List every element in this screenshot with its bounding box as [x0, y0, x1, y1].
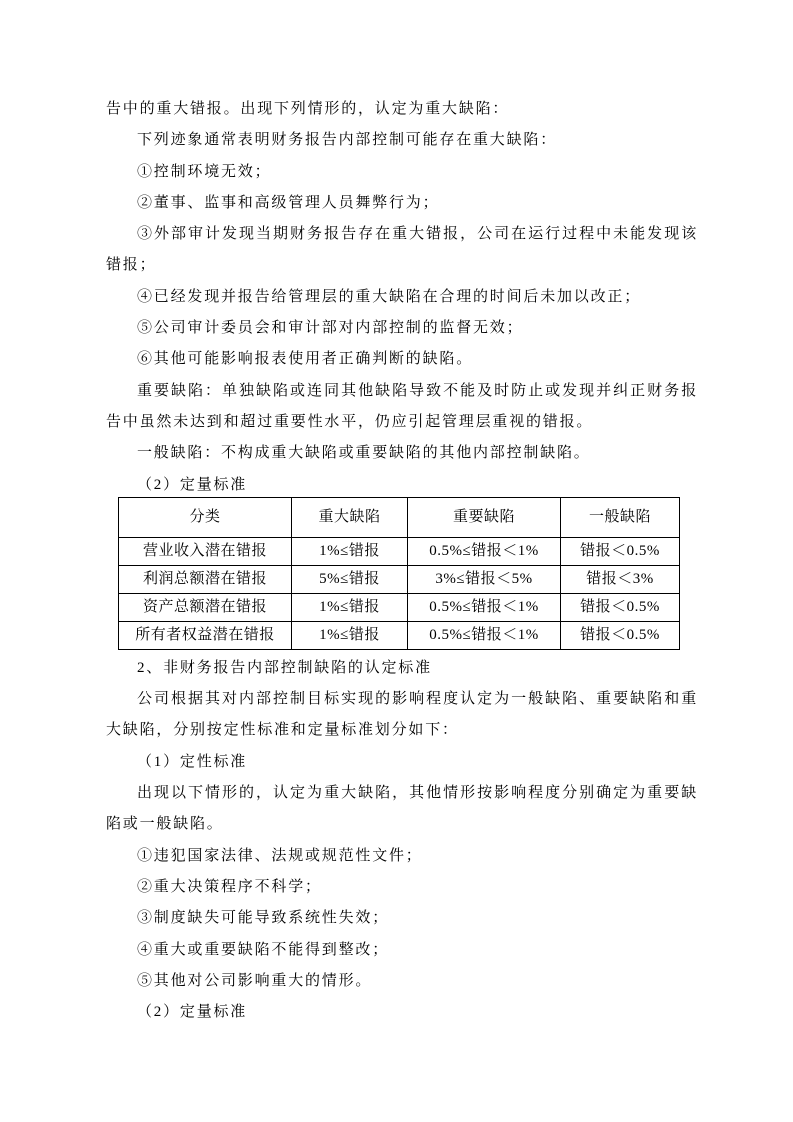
table-cell: 0.5%≤错报＜1%	[408, 593, 561, 621]
table-row	[119, 621, 680, 649]
quantitative-standard-table	[118, 497, 680, 650]
list-item-3: ③外部审计发现当期财务报告存在重大错报，公司在运行过程中未能发现该错报；	[106, 226, 698, 274]
table-cell: 资产总额潜在错报	[119, 593, 292, 621]
paragraph: 告中的重大错报。出现下列情形的，认定为重大缺陷：	[106, 101, 510, 117]
table-cell: 错报＜0.5%	[561, 621, 680, 649]
table-cell: 0.5%≤错报＜1%	[408, 537, 561, 565]
paragraph: 出现以下情形的，认定为重大缺陷，其他情形按影响程度分别确定为重要缺陷或一般缺陷。	[106, 785, 698, 833]
list-item-2: ②董事、监事和高级管理人员舞弊行为；	[137, 194, 440, 211]
table-cell: 1%≤错报	[292, 593, 408, 621]
table-cell: 5%≤错报	[292, 565, 408, 593]
table-cell: 0.5%≤错报＜1%	[408, 621, 561, 649]
section-heading: 2、非财务报告内部控制缺陷的认定标准	[137, 659, 432, 676]
paragraph: 下列迹象通常表明财务报告内部控制可能存在重大缺陷：	[137, 132, 558, 149]
table-header-cell: 重大缺陷	[292, 497, 408, 537]
table-cell: 营业收入潜在错报	[119, 537, 292, 565]
list-item-5: ⑤公司审计委员会和审计部对内部控制的监督无效；	[137, 320, 524, 337]
table-cell: 1%≤错报	[292, 537, 408, 565]
table-row	[119, 537, 680, 565]
section-heading: （2）定量标准	[137, 476, 248, 493]
table-header-cell: 重要缺陷	[408, 497, 561, 537]
list-item-4: ④已经发现并报告给管理层的重大缺陷在合理的时间后未加以改正；	[137, 288, 642, 305]
table-cell: 所有者权益潜在错报	[119, 621, 292, 649]
table-header-row	[119, 497, 680, 537]
table-header-cell: 分类	[119, 497, 292, 537]
table-cell: 3%≤错报＜5%	[408, 565, 561, 593]
list-item-1: ①违犯国家法律、法规或规范性文件；	[137, 847, 423, 864]
list-item-6: ⑥其他可能影响报表使用者正确判断的缺陷。	[137, 351, 474, 368]
table-header-cell: 一般缺陷	[561, 497, 680, 537]
table-cell: 错报＜0.5%	[561, 537, 680, 565]
paragraph: 公司根据其对内部控制目标实现的影响程度认定为一般缺陷、重要缺陷和重大缺陷，分别按定性标准和定量标准划分如下：	[106, 691, 698, 739]
table-cell: 利润总额潜在错报	[119, 565, 292, 593]
table-row	[119, 565, 680, 593]
section-heading: （1）定性标准	[137, 753, 248, 770]
list-item-1: ①控制环境无效；	[137, 163, 272, 180]
table-cell: 错报＜0.5%	[561, 593, 680, 621]
table-row	[119, 593, 680, 621]
table-cell: 错报＜3%	[561, 565, 680, 593]
list-item-3: ③制度缺失可能导致系统性失效；	[137, 910, 390, 927]
list-item-2: ②重大决策程序不科学；	[137, 878, 322, 895]
document-body	[106, 94, 698, 1028]
list-item-4: ④重大或重要缺陷不能得到整改；	[137, 941, 390, 958]
table-cell: 1%≤错报	[292, 621, 408, 649]
paragraph: 一般缺陷：不构成重大缺陷或重要缺陷的其他内部控制缺陷。	[137, 445, 591, 462]
list-item-5: ⑤其他对公司影响重大的情形。	[137, 972, 373, 989]
paragraph: 重要缺陷：单独缺陷或连同其他缺陷导致不能及时防止或发现并纠正财务报告中虽然未达到和超过重要性水平，仍应引起管理层重视的错报。	[106, 382, 698, 430]
section-heading: （2）定量标准	[137, 1004, 248, 1021]
